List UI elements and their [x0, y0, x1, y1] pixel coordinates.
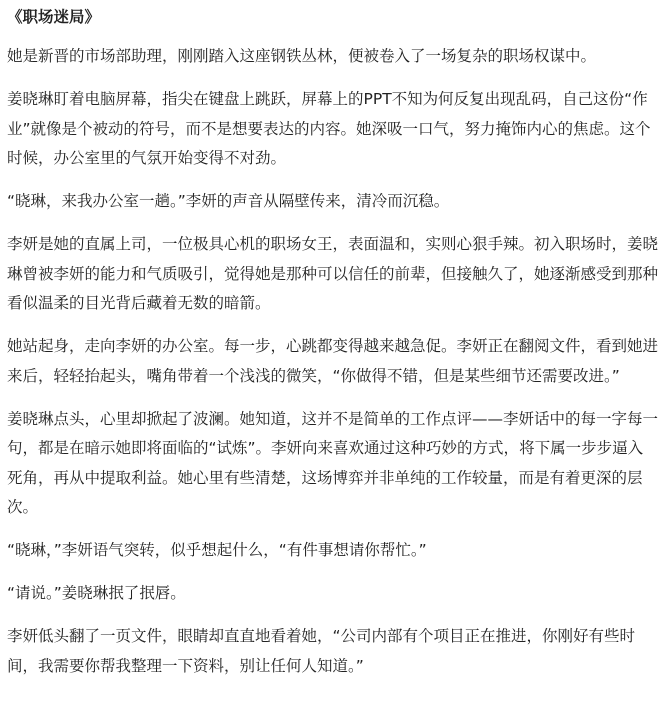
paragraph-9: 李妍低头翻了一页文件，眼睛却直直地看着她，“公司内部有个项目正在推进，你刚好有些时间，我需要你帮我整理一下资料，别让任何人知道。” [7, 627, 636, 675]
article-title: 《职场迷局》 [7, 8, 101, 26]
paragraph-8: “请说。”姜晓琳抿了抿唇。 [7, 584, 186, 602]
paragraph-1: 她是新晋的市场部助理，刚刚踏入这座钢铁丛林，便被卷入了一场复杂的职场权谋中。 [7, 47, 597, 65]
article [0, 5, 663, 714]
paragraph-5: 她站起身，走向李妍的办公室。每一步，心跳都变得越来越急促。李妍正在翻阅文件，看到她进来后，轻轻抬起头，嘴角带着一个浅浅的微笑，“你做得不错，但是某些细节还需要改进。” [7, 337, 659, 385]
paragraph-6: 姜晓琳点头，心里却掀起了波澜。她知道，这并不是简单的工作点评——李妍话中的每一字每一句，都是在暗示她即将面临的“试炼”。李妍向来喜欢通过这种巧妙的方式，将下属一步步逼入死角，再从中提取利益。她心里有些清楚，这场博弈并非单纯的工作较量，而是有着更深的层次。 [7, 409, 659, 516]
paragraph-2: 姜晓琳盯着电脑屏幕，指尖在键盘上跳跃，屏幕上的PPT不知为何反复出现乱码，自己这份“作业”就像是个被动的符号，而不是想要表达的内容。她深吸一口气，努力掩饰内心的焦虑。这个时候，办公室里的气氛开始变得不对劲。 [7, 90, 651, 167]
paragraph-3: “晓琳，来我办公室一趟。”李妍的声音从隔壁传来，清冷而沉稳。 [7, 192, 450, 210]
paragraph-4: 李妍是她的直属上司，一位极具心机的职场女王，表面温和，实则心狠手辣。初入职场时，姜晓琳曾被李妍的能力和气质吸引，觉得她是那种可以信任的前辈，但接触久了，她逐渐感受到那种看似温柔的目光背后藏着无数的暗箭。 [7, 235, 659, 312]
paragraph-7: “晓琳，”李妍语气突转，似乎想起什么，“有件事想请你帮忙。” [7, 541, 427, 559]
